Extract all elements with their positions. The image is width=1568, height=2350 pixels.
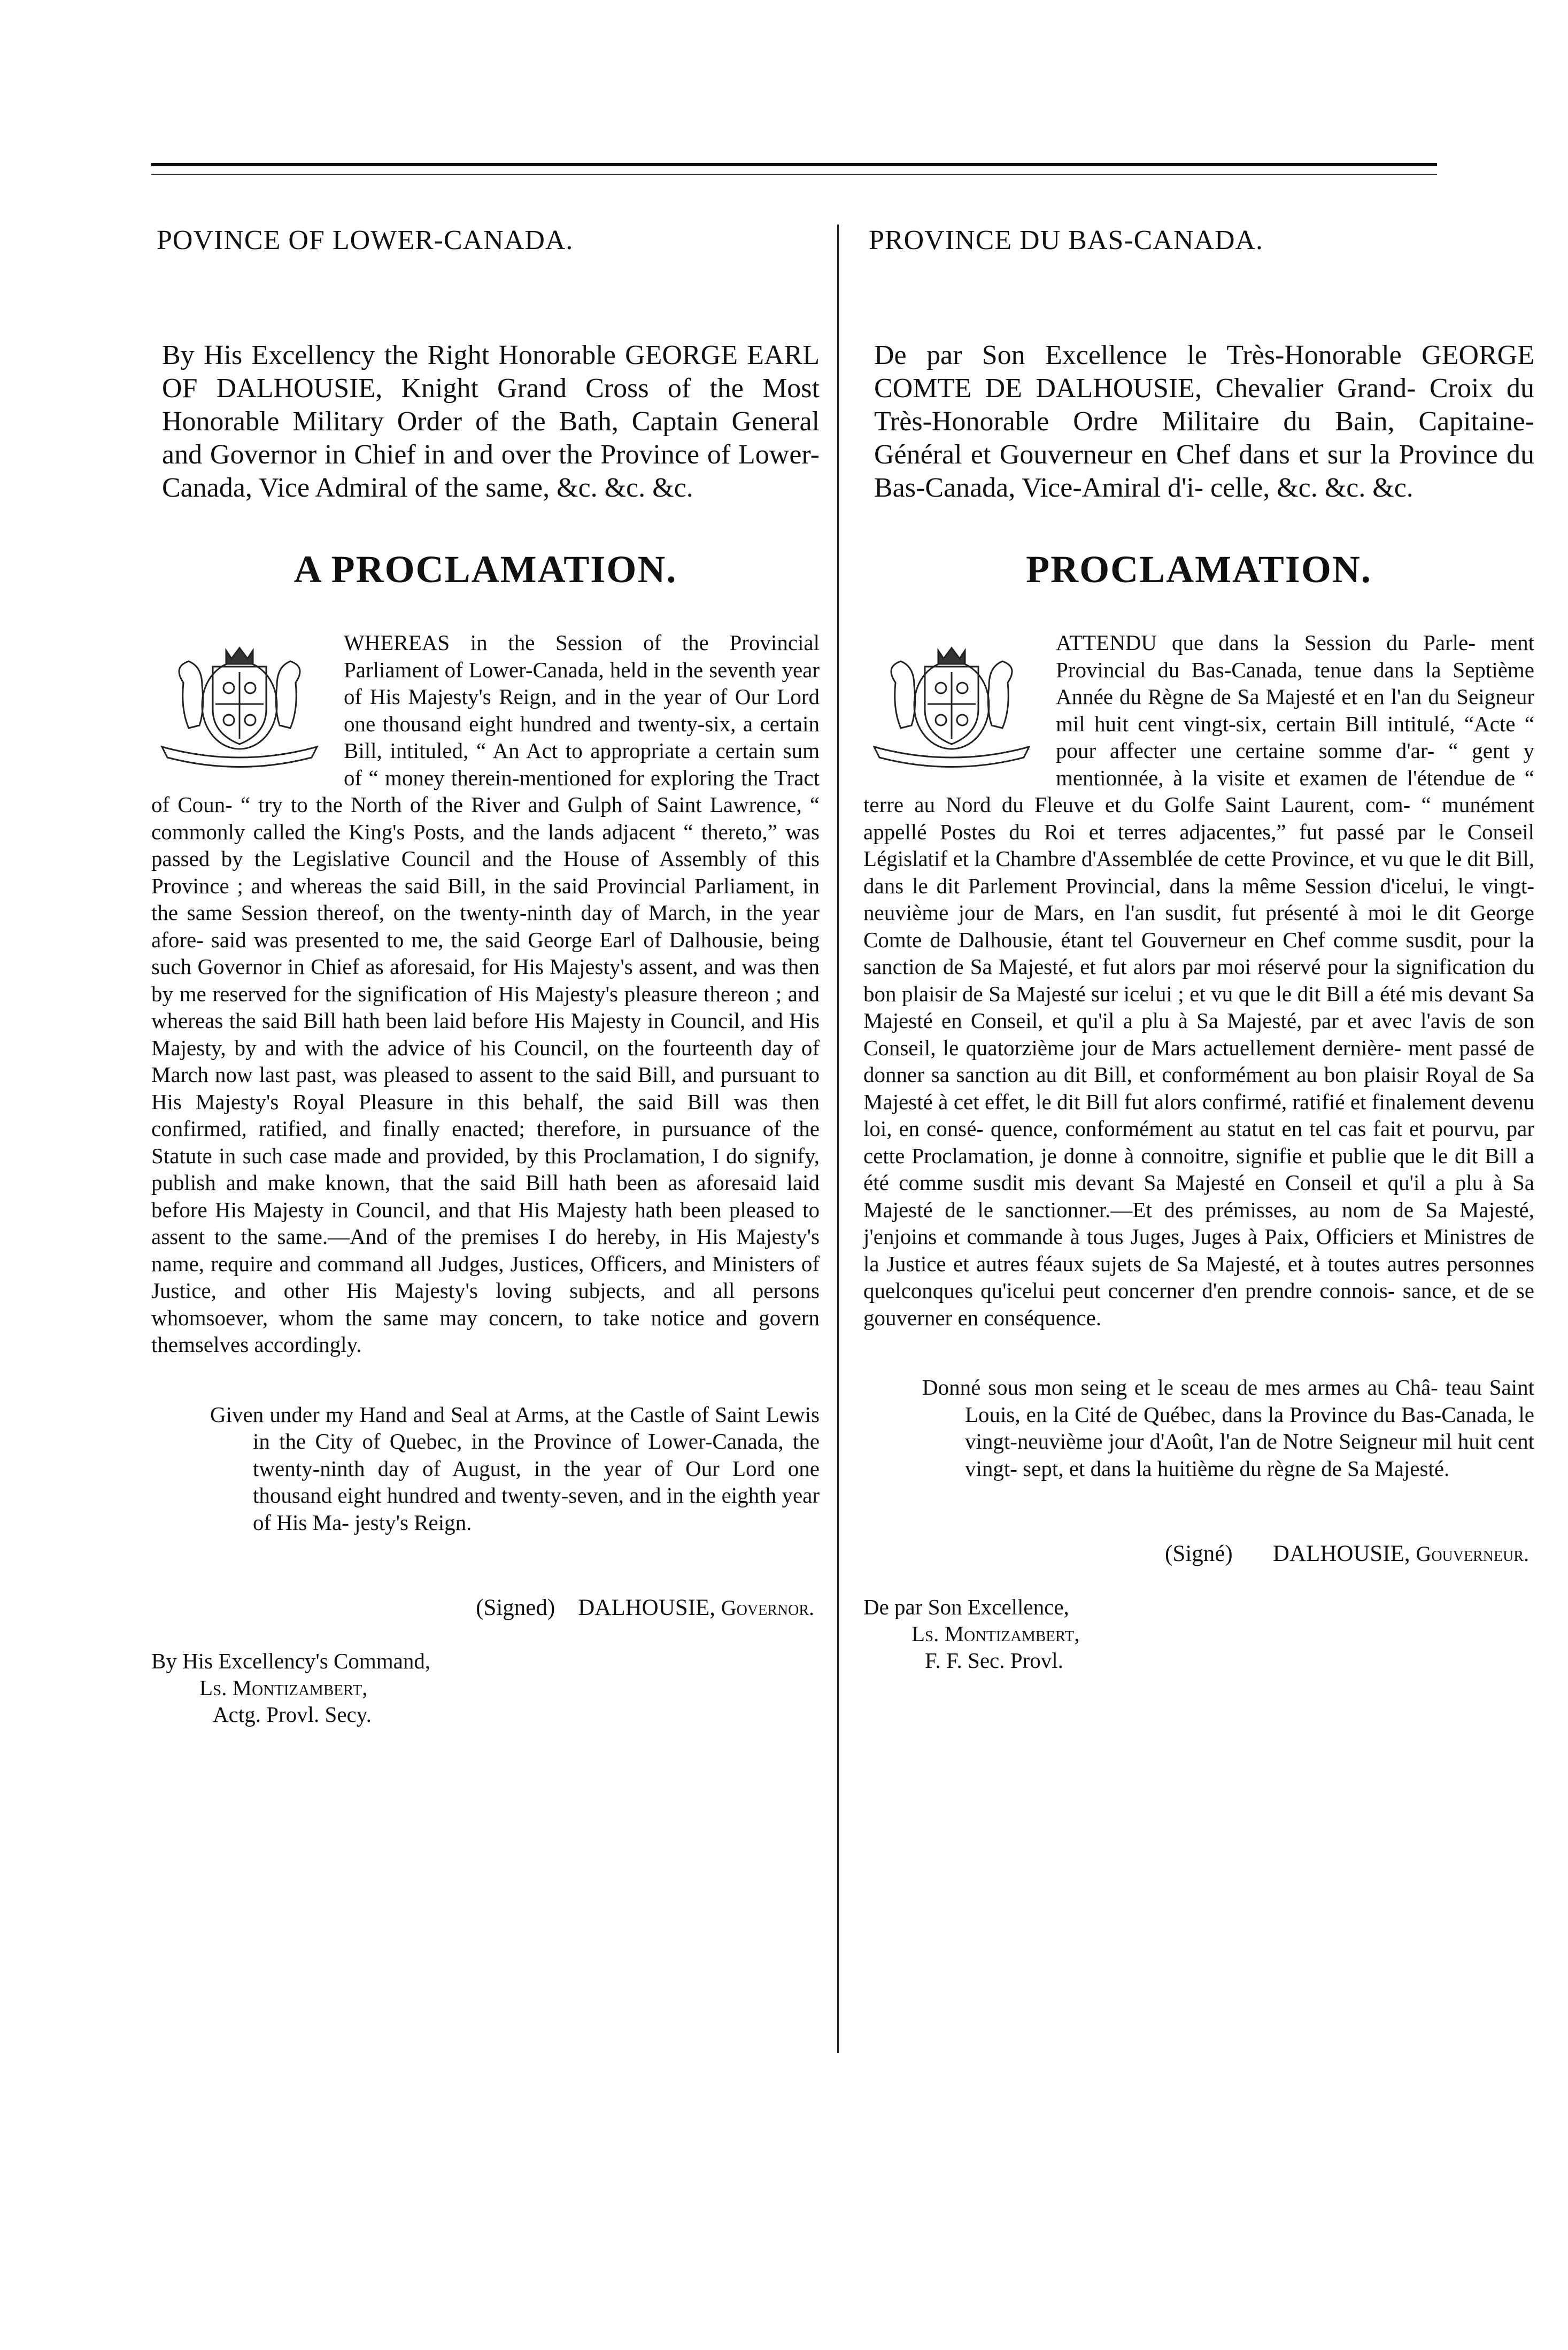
command-line: By His Excellency's Command, <box>151 1649 431 1673</box>
proclamation-body-text: WHEREAS in the Session of the Provincial Parliament of Lower-Canada, held in the seventh year of His Majesty's Reign, and in the year of Our Lord one thousand eight hundred and twenty-six, a certain Bill, intituled, “ An Act to appropriate a certain sum of “ money therein-mentioned for exploring the Tract of Coun- “ try to the North of the River and Gulph of Saint Lawrence, “ commonly called the King's Posts, and the lands adjacent “ thereto,” was passed by the Legislative Council and the House of Assembly of this Province ; and whereas the said Bill, in the said Provincial Parliament, in the same Session thereof, on the twenty-ninth day of March, in the year afore- said was presented to me, the said George Earl of Dalhousie, being such Governor in Chief as aforesaid, for His Majesty's assent, and was then by me reserved for the signification of His Majesty's pleasure thereon ; and whereas the said Bill hath been laid before His Majesty in Council, and His Majesty, by and with the advice of his Council, on the fourteenth day of March now last past, was pleased to assent to the said Bill, and pursuant to His Majesty's Royal Pleasure in this behalf, the said Bill was then confirmed, ratified, and finally enacted; therefore, in pursuance of the Statute in such case made and provided, by this Proclamation, I do signify, publish and make known, that the said Bill hath been as aforesaid laid before His Majesty in Council, and that His Majesty hath been pleased to assent to the same.—And of the premises I do hereby, in His Majesty's name, require and command all Judges, Justices, Officers, and Ministers of Justice, and other His Majesty's loving subjects, and all persons whomsoever, whom the same may concern, to take notice and govern themselves accordingly. <box>151 630 820 1357</box>
proclamation-body-text-fr: ATTENDU que dans la Session du Parle- ment Provincial du Bas-Canada, tenue dans la Septième Année du Règne de Sa Majesté et en l'an du Seigneur mil huit cent vingt-six, certain Bill intitulé, “Acte “ pour affecter une certaine somme d'ar- “ gent y mentionnée, à la visite et examen de l'étendue de “ terre au Nord du Fleuve et du Golfe Saint Laurent, com- “ munément appellé Postes du Roi et terres adjacentes,” fut passé par le Conseil Législatif et la Chambre d'Assemblée de cette Province, et vu que le dit Bill, dans le dit Parlement Provincial, dans la même Session d'icelui, le vingt-neuvième jour de Mars, en l'an susdit, fut présenté à moi le dit George Comte de Dalhousie, étant tel Gouverneur en Chef comme susdit, pour la sanction de Sa Majesté, et fut alors par moi réservé pour la signification du bon plaisir de Sa Majesté sur icelui ; et vu que le dit Bill a été mis devant Sa Majesté en Conseil, et qu'il a plu à Sa Majesté, par et avec l'avis de son Conseil, le quatorzième jour de Mars actuellement dernière- ment passé de donner sa sanction au dit Bill, et conformément au bon plaisir Royal de Sa Majesté à cet effet, le dit Bill fut alors confirmé, ratifié et finalement devenu loi, en consé- quence, conformément au statut en tel cas fait et pourvu, par cette Proclamation, je donne à connoitre, signifie et publie que le dit Bill a été comme susdit mis devant Sa Majesté en Conseil et qu'il a plu à Sa Majesté de le sanctionner.—Et des prémisses, au nom de Sa Majesté, j'enjoins et commande à tous Juges, Juges à Paix, Officiers et Ministres de la Justice et autres féaux sujets de Sa Majesté, et à toutes autres personnes quelconques qu'icelui peut concerner d'en prendre connois- sance, et de se gouverner en conséquence. <box>863 630 1534 1330</box>
signature-line <box>151 1595 820 1621</box>
command-line-fr: De par Son Excellence, <box>863 1595 1069 1619</box>
french-column <box>863 214 1534 1674</box>
signed-name-fr: DALHOUSIE, <box>1272 1541 1410 1566</box>
royal-coat-of-arms-icon <box>151 635 328 768</box>
province-heading-fr: PROVINCE DU BAS-CANADA. <box>869 225 1264 256</box>
signed-label: (Signed) <box>476 1595 555 1620</box>
governor-byline-fr: De par Son Excellence le Très-Honorable GEORGE COMTE DE DALHOUSIE, Chevalier Grand- Croix du Très-Honorable Ordre Militaire du Bain, Capitaine-Général et Gouverneur en Chef dans et sur la Province du Bas-Canada, Vice-Amiral d'i- celle, &c. &c. &c. <box>874 340 1534 503</box>
signature-line-fr <box>863 1541 1534 1567</box>
province-heading: POVINCE OF LOWER-CANADA. <box>157 225 574 256</box>
signed-title: Governor. <box>721 1596 814 1620</box>
signed-title-fr: Gouverneur. <box>1416 1542 1529 1566</box>
secretary-title-fr: F. F. Sec. Provl. <box>925 1648 1063 1673</box>
signed-name: DALHOUSIE, <box>578 1595 716 1620</box>
given-under-hand: Given under my Hand and Seal at Arms, at the Castle of Saint Lewis in the City of Quebec, in the Province of Lower-Canada, the twenty-ninth day of August, in the year of Our Lord one thousand eight hundred and twenty-seven, and in the eighth year of His Ma- jesty's Reign. <box>210 1402 820 1535</box>
proclamation-title-fr: PROCLAMATION. <box>1026 548 1372 591</box>
proclamation-title: A PROCLAMATION. <box>293 548 677 591</box>
secretary-name-fr: Ls. Montizambert, <box>912 1621 1080 1646</box>
top-rule-thin <box>151 174 1437 175</box>
secretary-title: Actg. Provl. Secy. <box>213 1702 372 1727</box>
command-block-fr <box>863 1594 1534 1674</box>
proclamation-body-fr <box>863 629 1534 1331</box>
column-divider <box>837 225 839 2053</box>
command-block <box>151 1648 820 1728</box>
top-rule <box>151 163 1437 166</box>
given-under-hand-fr: Donné sous mon seing et le sceau de mes armes au Châ- teau Saint Louis, en la Cité de Québec, dans la Province du Bas-Canada, le vingt-neuvième jour d'Août, l'an de Notre Seigneur mil huit cent vingt- sept, et dans la huitième du règne de Sa Majesté. <box>922 1375 1534 1481</box>
secretary-name: Ls. Montizambert, <box>199 1675 368 1700</box>
royal-coat-of-arms-icon <box>863 635 1040 768</box>
signed-label-fr: (Signé) <box>1165 1541 1233 1566</box>
english-column <box>151 214 820 1728</box>
proclamation-body <box>151 629 820 1358</box>
governor-byline: By His Excellency the Right Honorable GEORGE EARL OF DALHOUSIE, Knight Grand Cross of the Most Honorable Military Order of the Bath, Captain General and Governor in Chief in and over the Province of Lower-Canada, Vice Admiral of the same, &c. &c. &c. <box>162 340 820 503</box>
